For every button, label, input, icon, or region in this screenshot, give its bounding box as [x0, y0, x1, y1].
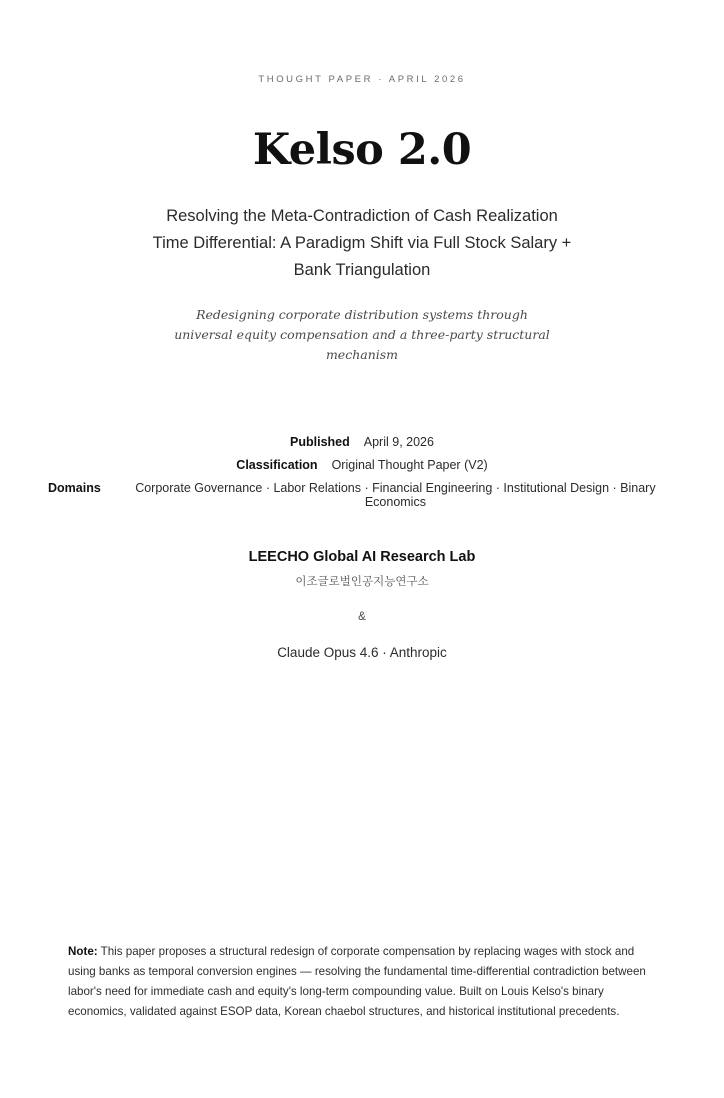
paper-eyebrow: THOUGHT PAPER · APRIL 2026	[258, 74, 466, 85]
organization-native-name: 이조글로벌인공지능연구소	[295, 576, 429, 589]
paper-tagline: Redesigning corporate distribution systems through universal equity compensation and a three-party structural mechanism	[174, 307, 550, 363]
paper-subtitle: Resolving the Meta-Contradiction of Cash Realization Time Differential: A Paradigm Shift via Full Stock Salary + Bank Triangulation	[152, 207, 572, 279]
metadata-row-domains	[48, 481, 676, 509]
organization-ampersand: &	[358, 611, 366, 624]
page-title: Kelso 2.0	[252, 125, 472, 175]
metadata-value-classification: Original Thought Paper (V2)	[331, 458, 488, 473]
organization-block	[48, 549, 676, 660]
metadata-label-classification: Classification	[236, 458, 318, 473]
organization-name: LEECHO Global AI Research Lab	[248, 549, 476, 566]
metadata-label-domains: Domains	[48, 481, 101, 496]
metadata-label-published: Published	[290, 435, 350, 450]
organization-partner: Claude Opus 4.6 · Anthropic	[277, 645, 447, 661]
metadata-row-classification	[48, 458, 676, 472]
metadata-row-published	[48, 435, 676, 449]
note-text: This paper proposes a structural redesign of corporate compensation by replacing wages with stock and using banks as temporal conversion engines — resolving the fundamental time-differential contradiction between labor's need for immediate cash and equity's long-term compounding value. Built on Louis Kelso's binary economics, validated against ESOP data, Korean chaebol structures, and historical institutional precedents.	[68, 945, 646, 1018]
metadata-value-domains: Corporate Governance · Labor Relations · Financial Engineering · Institutional Design · Binary Economics	[135, 481, 656, 510]
paper-title-page	[0, 74, 724, 1098]
note-label: Note:	[68, 945, 98, 958]
paper-note	[68, 942, 656, 1022]
metadata-value-published: April 9, 2026	[363, 435, 434, 450]
paper-metadata	[48, 435, 676, 509]
